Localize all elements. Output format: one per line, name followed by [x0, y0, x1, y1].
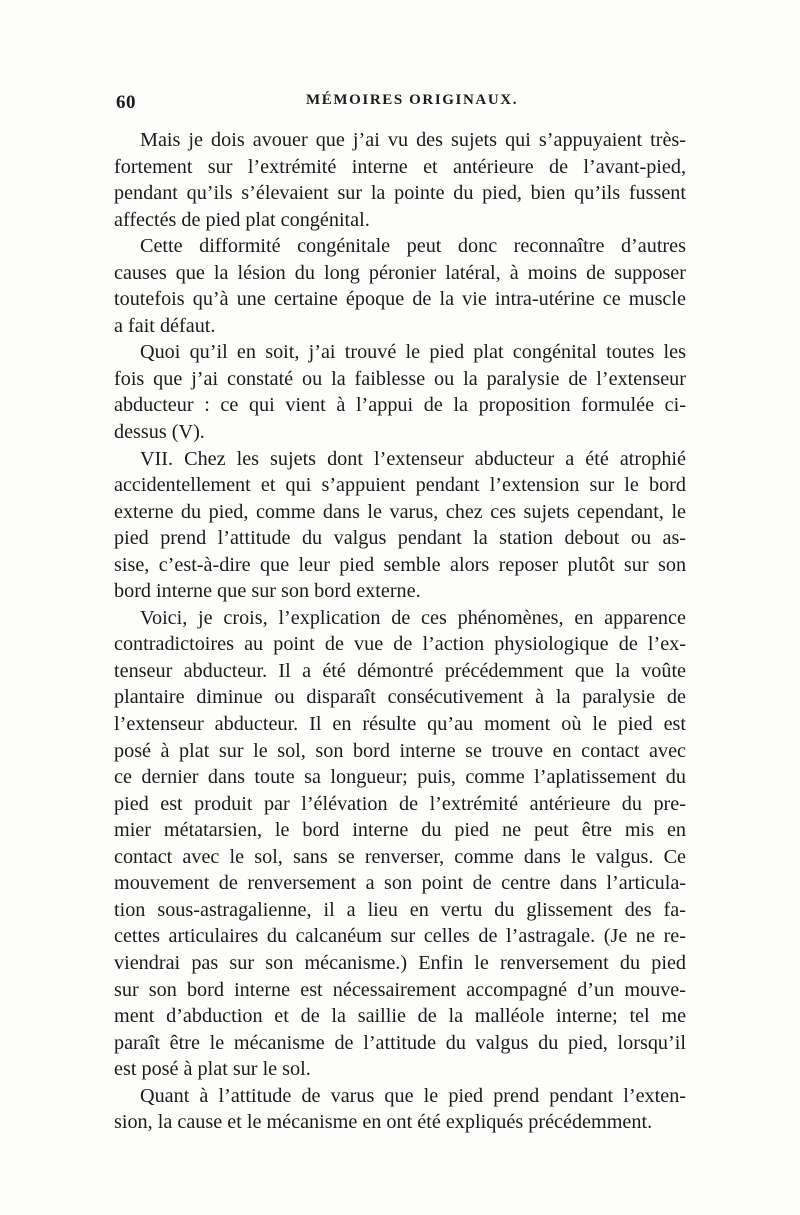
paragraph: [114, 605, 686, 1083]
text-line: ce dernier dans toute sa longueur; puis, comme l’aplatissement du: [114, 766, 686, 789]
text-line: tenseur abducteur. Il a été démontré précédemment que la voûte: [114, 659, 686, 682]
text-line: mouvement de renversement a son point de centre dans l’articula-: [114, 872, 686, 895]
text-line: a fait défaut.: [114, 314, 216, 337]
text-line: plantaire diminue ou disparaît consécutivement à la paralysie de: [114, 686, 686, 709]
paragraph: [114, 127, 686, 233]
text-line: posé à plat sur le sol, son bord interne se trouve en contact avec: [114, 739, 686, 762]
text-line: fortement sur l’extrémité interne et antérieure de l’avant-pied,: [114, 155, 686, 178]
text-line: causes que la lésion du long péronier latéral, à moins de supposer: [114, 261, 686, 284]
text-line: VII. Chez les sujets dont l’extenseur abducteur a été atrophié: [140, 447, 686, 470]
page-number: 60: [116, 92, 136, 113]
text-line: Mais je dois avouer que j’ai vu des sujets qui s’appuyaient très-: [140, 129, 686, 151]
text-line: Quoi qu’il en soit, j’ai trouvé le pied plat congénital toutes les: [140, 341, 686, 364]
text-line: tion sous-astragalienne, il a lieu en vertu du glissement des fa-: [114, 898, 686, 921]
text-line: Quant à l’attitude de varus que le pied prend pendant l’exten-: [140, 1084, 686, 1107]
text-line: dessus (V).: [114, 421, 205, 444]
text-line: contradictoires au point de vue de l’action physiologique de l’ex-: [114, 633, 686, 656]
text-line: pied est produit par l’élévation de l’extrémité antérieure du pre-: [114, 792, 686, 815]
text-line: affectés de pied plat congénital.: [114, 208, 370, 231]
text-line: toutefois qu’à une certaine époque de la vie intra-utérine ce muscle: [114, 288, 686, 311]
paragraph: [114, 446, 686, 605]
text-line: viendrai pas sur son mécanisme.) Enfin le renversement du pied: [114, 951, 686, 974]
text-line: externe du pied, comme dans le varus, chez ces sujets cependant, le: [114, 500, 686, 523]
text-line: mier métatarsien, le bord interne du pied ne peut être mis en: [114, 819, 686, 842]
text-line: paraît être le mécanisme de l’attitude du valgus du pied, lorsqu’il: [114, 1031, 686, 1054]
text-line: contact avec le sol, sans se renverser, comme dans le valgus. Ce: [114, 845, 686, 868]
text-line: accidentellement et qui s’appuient pendant l’extension sur le bord: [114, 474, 686, 497]
paragraph: [114, 233, 686, 339]
text-line: l’extenseur abducteur. Il en résulte qu’au moment où le pied est: [114, 713, 686, 736]
running-head: MÉMOIRES ORIGINAUX.: [306, 92, 519, 108]
text-line: abducteur : ce qui vient à l’appui de la proposition formulée ci-: [114, 394, 686, 417]
text-line: ment d’abduction et de la saillie de la malléole interne; tel me: [114, 1005, 686, 1028]
text-line: fois que j’ai constaté ou la faiblesse ou la paralysie de l’extenseur: [114, 367, 686, 390]
text-line: pendant qu’ils s’élevaient sur la pointe du pied, bien qu’ils fussent: [114, 182, 686, 205]
paragraph: [114, 1083, 686, 1136]
text-line: Cette difformité congénitale peut donc reconnaître d’autres: [140, 235, 686, 258]
text-line: est posé à plat sur le sol.: [114, 1058, 311, 1081]
body-text: [114, 127, 686, 1136]
paragraph: [114, 339, 686, 445]
page-header: [116, 92, 684, 122]
text-line: bord interne que sur son bord externe.: [114, 580, 421, 603]
text-line: Voici, je crois, l’explication de ces phénomènes, en apparence: [140, 606, 686, 629]
text-line: sur son bord interne est nécessairement accompagné d’un mouve-: [114, 978, 686, 1001]
text-line: sise, c’est-à-dire que leur pied semble alors reposer plutôt sur son: [114, 553, 686, 576]
text-line: cettes articulaires du calcanéum sur celles de l’astragale. (Je ne re-: [114, 925, 686, 948]
text-line: pied prend l’attitude du valgus pendant la station debout ou as-: [114, 527, 686, 550]
text-line: sion, la cause et le mécanisme en ont été expliqués précédemment.: [114, 1111, 653, 1134]
